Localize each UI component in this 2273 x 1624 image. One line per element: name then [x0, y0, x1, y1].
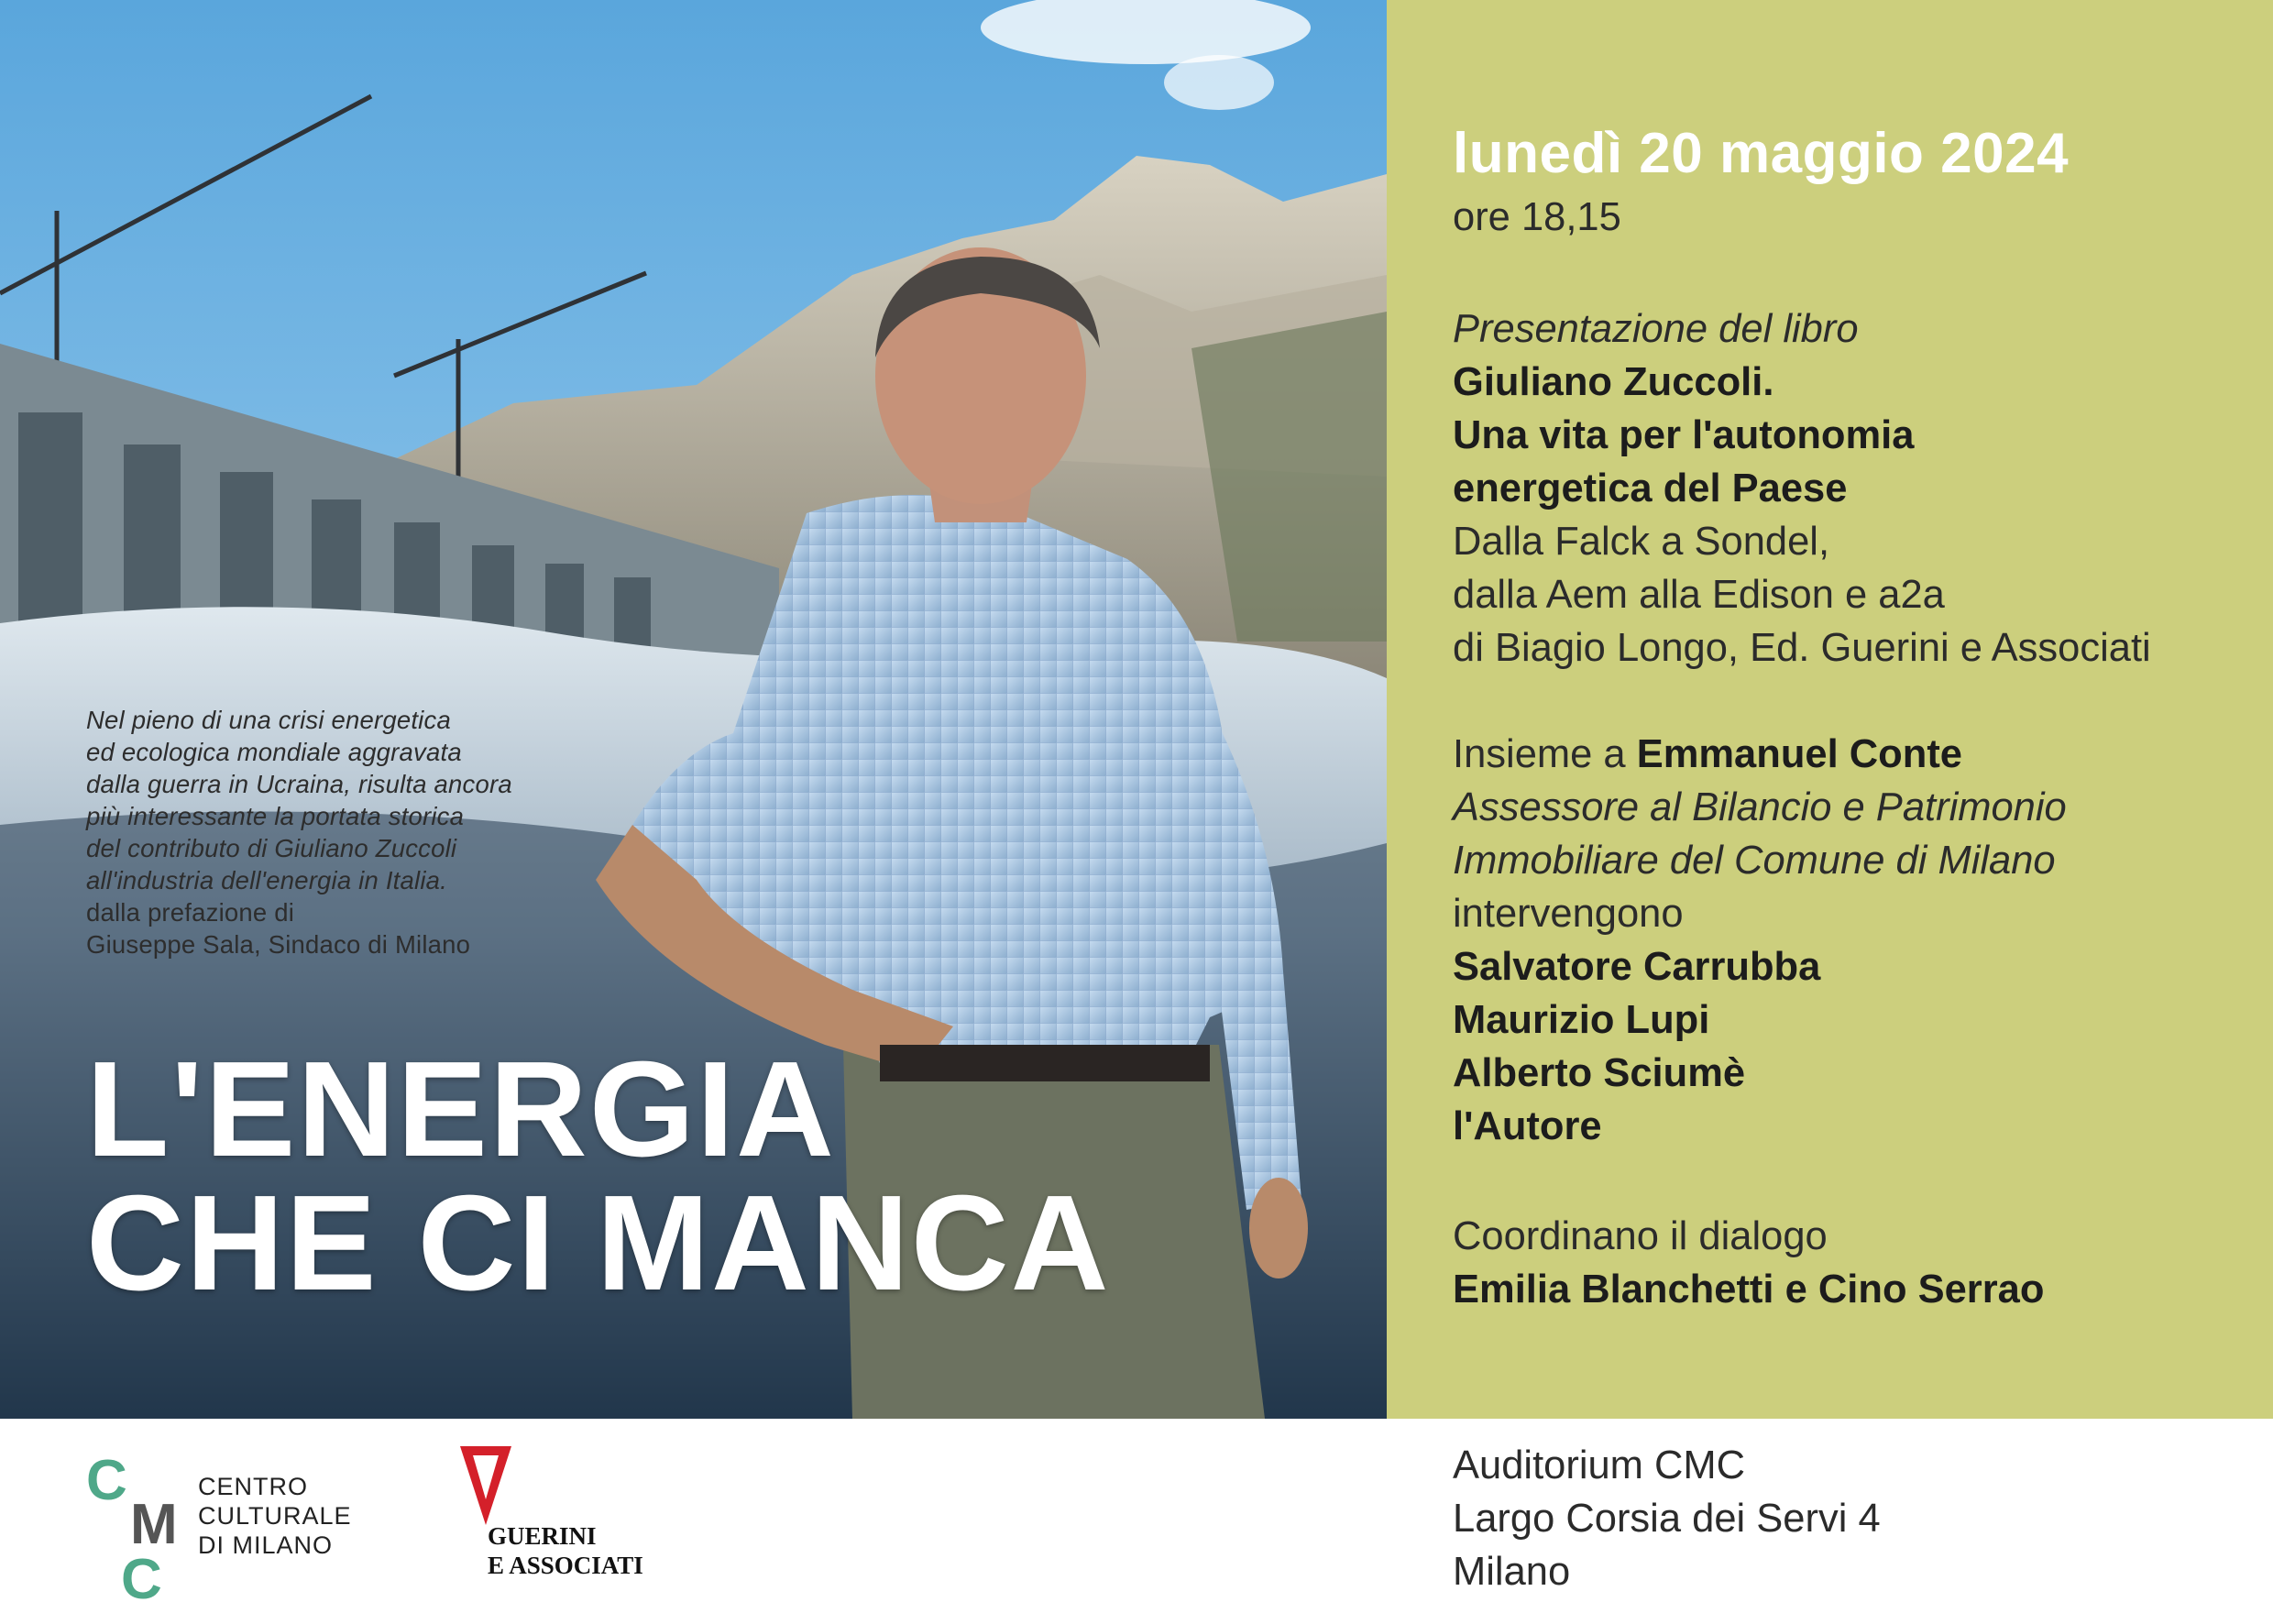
quote-line: ed ecologica mondiale aggravata — [86, 738, 462, 766]
book-presentation-block — [1453, 302, 2151, 675]
book-title-line: energetica del Paese — [1453, 466, 1848, 510]
guest-line — [1453, 728, 2067, 781]
book-author: di Biagio Longo, Ed. Guerini e Associati — [1453, 626, 2151, 670]
footer — [0, 1419, 2273, 1624]
speaker-name: Maurizio Lupi — [1453, 998, 1710, 1042]
title-line: CHE CI MANCA — [86, 1168, 1111, 1319]
attribution-line: dalla prefazione di — [86, 898, 295, 927]
quote-line: Nel pieno di una crisi energetica — [86, 706, 451, 734]
event-info-panel — [1387, 0, 2273, 1419]
title-line: L'ENERGIA — [86, 1034, 836, 1185]
publisher-name-line: GUERINI — [488, 1522, 597, 1550]
cmc-letter: C — [86, 1452, 127, 1512]
together-prefix: Insieme a — [1453, 732, 1626, 776]
quote-line: più interessante la portata storica — [86, 802, 465, 830]
publisher-name — [488, 1521, 643, 1580]
guests-block — [1453, 728, 2067, 1153]
presentation-label: Presentazione del libro — [1453, 307, 1859, 351]
book-subtitle-line: Dalla Falck a Sondel, — [1453, 520, 1830, 564]
speaker-name: Alberto Sciumè — [1453, 1051, 1746, 1095]
attribution-line: Giuseppe Sala, Sindaco di Milano — [86, 930, 471, 959]
moderators-label: Coordinano il dialogo — [1453, 1214, 1828, 1258]
speaker-name: Salvatore Carrubba — [1453, 945, 1821, 989]
venue-line: Largo Corsia dei Servi 4 — [1453, 1497, 1881, 1541]
event-date: lunedì 20 maggio 2024 — [1453, 122, 2070, 185]
speakers-label: intervengono — [1453, 892, 1684, 936]
quote-line: all'industria dell'energia in Italia. — [86, 866, 447, 894]
quote-line: del contributo di Giuliano Zuccoli — [86, 834, 457, 862]
event-time: ore 18,15 — [1453, 195, 1621, 239]
cmc-letter: M — [130, 1493, 178, 1556]
cmc-name — [198, 1472, 352, 1560]
moderators-block — [1453, 1210, 2044, 1316]
book-title-line: Una vita per l'autonomia — [1453, 413, 1915, 457]
quote-line: dalla guerra in Ucraina, risulta ancora — [86, 770, 512, 798]
moderators-names: Emilia Blanchetti e Cino Serrao — [1453, 1267, 2045, 1311]
cmc-name-line: CULTURALE — [198, 1502, 352, 1530]
guest-role-line: Assessore al Bilancio e Patrimonio — [1453, 785, 2067, 829]
speaker-name: l'Autore — [1453, 1104, 1602, 1148]
book-title-line: Giuliano Zuccoli. — [1453, 360, 1774, 404]
guest-name: Emmanuel Conte — [1636, 732, 1962, 776]
venue-line: Milano — [1453, 1550, 1571, 1594]
book-cover-title — [86, 1034, 1111, 1319]
preface-quote — [86, 704, 636, 960]
cmc-logo-icon — [86, 1452, 194, 1608]
book-subtitle-line: dalla Aem alla Edison e a2a — [1453, 573, 1945, 617]
venue-address — [1453, 1439, 1881, 1598]
venue-line: Auditorium CMC — [1453, 1443, 1746, 1487]
cmc-letter: C — [121, 1548, 162, 1608]
publisher-name-line: E ASSOCIATI — [488, 1552, 643, 1579]
cmc-name-line: DI MILANO — [198, 1531, 334, 1559]
cmc-name-line: CENTRO — [198, 1473, 308, 1500]
guest-role-line: Immobiliare del Comune di Milano — [1453, 839, 2056, 883]
